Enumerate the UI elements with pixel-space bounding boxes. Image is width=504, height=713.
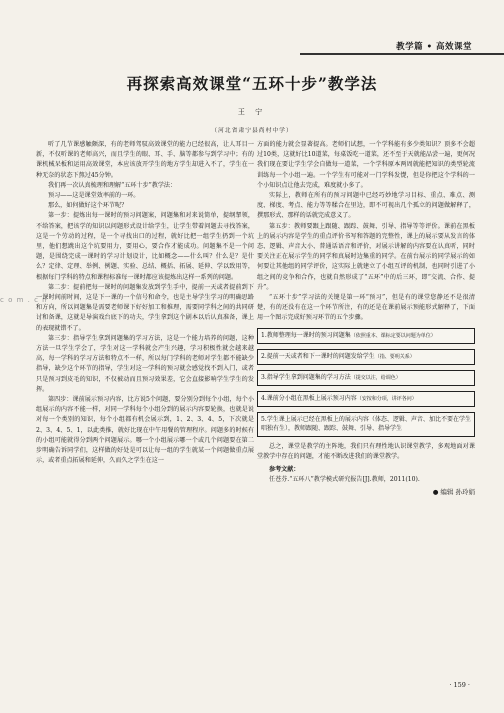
body-paragraph: “五环十步”学习法的关键是第一环“预习”，但是有的课堂您静还不是很清楚，有的还没有在这一个环节所注，有的还是在课前展示预能形式解释了，下面用一个图示完成好预习环节的五个步骤。 (257, 294, 475, 322)
page-number: · 159 · (449, 681, 470, 689)
body-paragraph: 方面的能力就会显著提高。老师们试想，一个学科能有多少类知识？顶多不会超过10类，这就好比10道菜，每桌饭吃一道菜，还不至于天就能品尝一遍，更何况我们现在要让学生学会自做每一道菜，一个学科原本两周就能把知识的类型轮流训练每一个小组一遍。一个学生有可能对一门学科发憷，但是你把这个学科的一个小知识点让他去完成，难度就小多了。 (257, 141, 475, 189)
step-box-3 (257, 370, 475, 386)
article-title: 再探索高效课堂“五环十步”教学法 (126, 74, 378, 93)
step-box-2 (257, 349, 475, 365)
body-paragraph: 实际上，教师在所有的预习问题中已经巧妙地学习目标、重点、难点、测度、梯度、考点、能力等等糅合在里边，即不可视出几个孤立的问题做解释了，撰那形式、那样的话就完成意义了。 (257, 192, 475, 220)
body-paragraph: 预习——这是课堂效率前的一环。 (48, 192, 140, 200)
watermark: c o m . c n (0, 296, 48, 304)
header-rule (300, 53, 504, 55)
step-note: （提交以注，给调色） (350, 374, 401, 381)
body-paragraph: 第一步：提炼出每一课时的预习问题案，问题集和对来说简单，提纲挈领，不给答案，把该学的知识以问题形式设计给学生，让学生带着问题去寻找答案，这是一个劳动的过程，是一个寻找出口的过程，就好比把一组学生扔到一个坑里，他们想跳出这个坑要用力，要用心，要合作才能成功。问题集不是一个问题，是围绕完成一课时的学习计划设计，比如概念——什么叫？什么是？是什么？定律、定理、举例、例题、实验、总结、概括、拓展、延伸、学以致用等，根据每门学科的特点和课程标准每一课时都应该提炼出这样一系列的问题。 (36, 212, 254, 281)
body-paragraph: 总之，课堂是教学的主阵地，我们只有理性地认识课堂教学，多观地面对课堂教学中存在的问题，才能不断改进我们的课堂教学。 (257, 442, 475, 460)
body-paragraph: 听了几节课感触颇深，有的老师驾驭高效课堂的能力已经很高，让人耳目一新，不仅听课的老师高兴，而且学生的眼、耳、手、脑等都参与到学习中；有的课机械呆板和运用高效课堂，本应该放开学生的地方学生却进入不了，学生在一种无奈的状态下熬过45分钟。 (36, 141, 254, 179)
body-paragraph: 第三步：指导学生拿到问题集的学习方法，这是一个能力培养的问题，这种方法一旦学生学会了，学生对这一学科就会产生兴趣，学习积极性就会越来越高，每一学科的学习方法和特点不一样，所以每门学科的老师对学生都不能缺少指导，缺少这个环节的指导，学生对这一学科的预习就会感觉找不到入门，或者只是预习到皮毛的知识，不仅被动而且预习效果差，它会直接影响学生学生的发挥。 (36, 334, 254, 393)
step-text: 4.课前分小组在黑板上展示预习内容 (261, 394, 357, 402)
article-affiliation: （河北省肃宁县尚村中学） (211, 128, 293, 134)
step-text: 3.指导学生拿到问题集的学习方法 (261, 373, 351, 381)
right-column (257, 140, 475, 498)
step-text: 2.提前一天或者和下一课时的问题发给学生 (261, 352, 375, 360)
left-column (36, 140, 254, 467)
editor-credit: ● 编辑 孙玲娟 (432, 488, 475, 497)
running-header (300, 40, 504, 54)
body-paragraph: 第四步：课前展示预习内容，比方说5个问题，要分别分到每个小组，每个小组展示的内容不能一样，对同一学科每个小组分到的展示内容要轮换，也就是说对每一个类别的知识，每个小组都有机会展示到，1、2、3、4、5，下次就是2、3、4、5、1，以此类推，就好比现在中午用餐的管理程序。问题多的时候有的小组可能就得分到两个问题展示。哪一个小组展示哪一个或几个问题要在第二步明确告诉同学们，这样做的好处是可以让每一组的学生就某一个问题做重点展示，或者重点拓展和延伸，久而久之学生在这一 (36, 396, 254, 465)
body-paragraph: 我们再一次认真梳理和理解“五环十步”教学法： (48, 181, 177, 189)
reference-item: 任苍芬.“五环八”教学模式研究报告[J].教师，2011(10). (269, 476, 420, 484)
body-paragraph: 那么，如何做好这个环节呢？ (48, 202, 128, 210)
body-paragraph: 第二步：提前把每一课时的问题集发放到学生手中，提前一天或者提前到下一课时间前时间，这是下一课的一个信号和命令，也是主导学生学习的明确思路和方向，所以问题集是需要老师课下好好加工和推理，需要同学科之间的共同研讨和备课，这就是导演戏台底下的功夫，学生拿到这个剧本以后认真准备，课上的表现就错不了。 (36, 283, 254, 332)
step-note: （安按和分项，讲评各问） (356, 395, 417, 402)
article-author: 王 宁 (237, 108, 267, 116)
section-label: 教学篇 • 高效课堂 (396, 42, 472, 52)
step-text: 1.教师整理每一课时的预习问题集 (261, 331, 351, 339)
step-note: （依照重本、课标定要以问题为单位） (350, 332, 436, 339)
step-text: 5.学生课上展示已经在黑板上的展示内容（体态、逻辑、声音、加比不要在学生唱独有生），教师跟随、跟踪、鼓舞、引导、指导学生 (261, 415, 471, 432)
step-box-5 (257, 412, 475, 437)
step-box-4 (257, 391, 475, 407)
body-paragraph: 第五步：教师要跟上跟随、跟踪、鼓舞、引导、指导等等评价。课前在黑板上的展示内容是学生的重点评价书写和答题的完整性，课上的展示要从发言的体态、逻辑、声音大小、普通话语音和评价，对展示讲解的内容要在认真听，同时要关注正在展示学生的同学和真展时边集重的同学。在前台展示的同学展示的如何要让其他组的同学评价，这实际上就建立了小组互评的机制，也同时引进了小组之间的竞争和合作，也就自然形成了“五环”中的后三环，即“交流、合作、提升”。 (257, 222, 475, 291)
step-box-1 (257, 328, 475, 344)
step-note: （指、要明关系） (374, 353, 415, 360)
references-heading: 参考文献： (269, 466, 300, 474)
